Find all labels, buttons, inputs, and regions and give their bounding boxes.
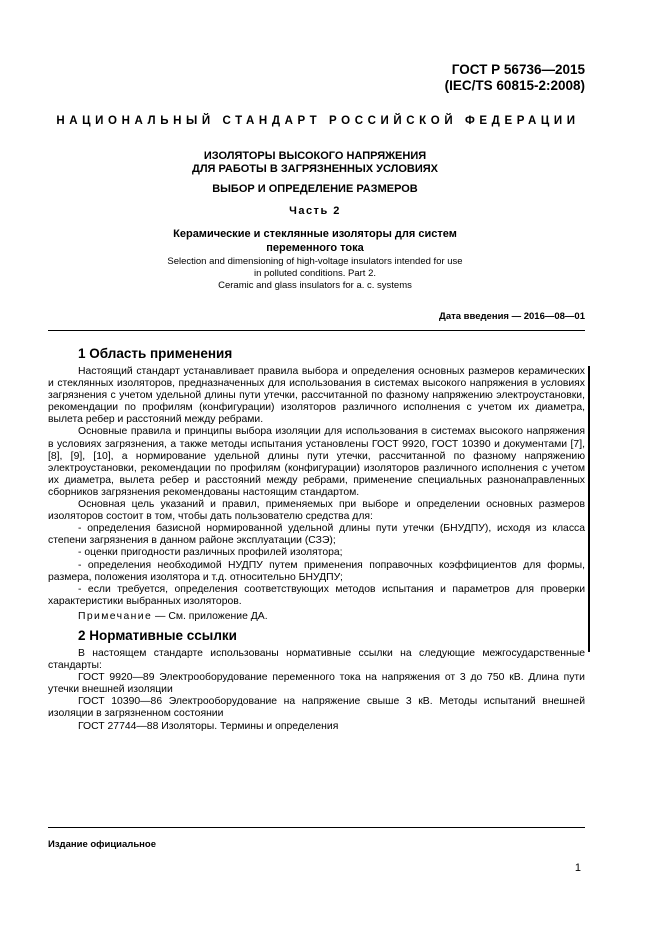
reference-item: ГОСТ 27744—88 Изоляторы. Термины и определения — [78, 720, 339, 732]
reference-item: ГОСТ 10390—86 Электрооборудование на напряжение свыше 3 кВ. Методы испытаний внешней изоляции в загрязненном состоянии — [48, 696, 585, 720]
list-item: - оценки пригодности различных профилей изолятора; — [78, 547, 343, 559]
document-number-intl: (IEC/TS 60815-2:2008) — [444, 78, 585, 93]
list-item: - определения базисной нормированной удельной длины пути утечки (БНУДПУ), исходя из класса степени загрязнения в данном районе эксплуатации (СЗЭ); — [48, 523, 585, 547]
part-number: Часть 2 — [289, 205, 341, 217]
paragraph: Настоящий стандарт устанавливает правила выбора и определения основных размеров керамических и стеклянных изоляторов, предназначенных для использования в системах высокого напряжения в условиях загрязнения с учетом удельной длины пути утечки, рассчитанной по фазному напряжению электроустановки, рекомендации по профилям (конфигурации) изоляторов различного исполнения с учетом их диаметра, вылета ребер и расстояний между ребрами. — [48, 366, 585, 426]
title-line-1: ИЗОЛЯТОРЫ ВЫСОКОГО НАПРЯЖЕНИЯ — [203, 150, 427, 162]
page-number: 1 — [574, 862, 581, 874]
english-title-line-3: Ceramic and glass insulators for a. c. systems — [218, 280, 412, 291]
title-block — [80, 150, 550, 255]
english-title-line-2: in polluted conditions. Part 2. — [254, 268, 376, 279]
part-title-line-1: Керамические и стеклянные изоляторы для систем — [173, 228, 457, 240]
note-text: — См. приложение ДА. — [152, 610, 268, 622]
list-item: - если требуется, определения соответствующих методов испытания и параметров для проверки характеристики выбранных изоляторов. — [48, 583, 585, 607]
divider — [48, 330, 585, 331]
section-1-heading: 1 Область применения — [78, 346, 233, 361]
body-text — [48, 346, 585, 733]
paragraph: Основные правила и принципы выбора изоляции для использования в системах высокого напряжения в условиях загрязнения, а также методы испытания установлены ГОСТ 9920, ГОСТ 10390 и документами [7], [8], [9], [10], а нормирование удельной длины пути утечки, рассчитанной по фазному напряжению электроустановки, рекомендации по профилям (конфигурации) изоляторов различного исполнения с учетом их диаметра, вылета ребер и расстояний между ребрами, применение специальных разнонаправленных сборников загрязнения рекомендованы настоящим стандартом. — [48, 426, 585, 498]
national-standard-banner: НАЦИОНАЛЬНЫЙ СТАНДАРТ РОССИЙСКОЙ ФЕДЕРАЦИИ — [56, 115, 580, 127]
footer-divider — [48, 827, 585, 828]
english-title-line-1: Selection and dimensioning of high-voltage insulators intended for use — [167, 256, 463, 267]
introduction-date: Дата введения — 2016—08—01 — [439, 311, 585, 322]
paragraph: В настоящем стандарте использованы нормативные ссылки на следующие межгосударственные стандарты: — [48, 647, 585, 672]
document-number-block — [445, 62, 585, 94]
part-title — [80, 227, 550, 255]
list-item: - определения необходимой НУДПУ путем применения поправочных коэффициентов для формы, размера, положения изолятора и т.д. относительно БНУДПУ; — [48, 559, 585, 583]
change-marker-bar — [588, 366, 590, 652]
note — [48, 611, 585, 623]
paragraph: Основная цель указаний и правил, применяемых при выборе и определении основных размеров изоляторов состоит в том, чтобы дать пользователю средства для: — [48, 499, 585, 523]
english-title — [120, 256, 510, 292]
subtitle: ВЫБОР И ОПРЕДЕЛЕНИЕ РАЗМЕРОВ — [212, 183, 418, 195]
title-line-2: ДЛЯ РАБОТЫ В ЗАГРЯЗНЕННЫХ УСЛОВИЯХ — [192, 163, 438, 175]
document-number: ГОСТ Р 56736—2015 — [451, 62, 585, 77]
title — [80, 150, 550, 176]
part-title-line-2: переменного тока — [266, 242, 364, 254]
edition-label: Издание официальное — [48, 839, 156, 850]
reference-item: ГОСТ 9920—89 Электрооборудование переменного тока на напряжения от 3 до 750 кВ. Длина пути утечки внешней изоляции — [48, 672, 585, 696]
section-2-heading: 2 Нормативные ссылки — [78, 627, 237, 643]
note-label: Примечание — [78, 610, 153, 622]
